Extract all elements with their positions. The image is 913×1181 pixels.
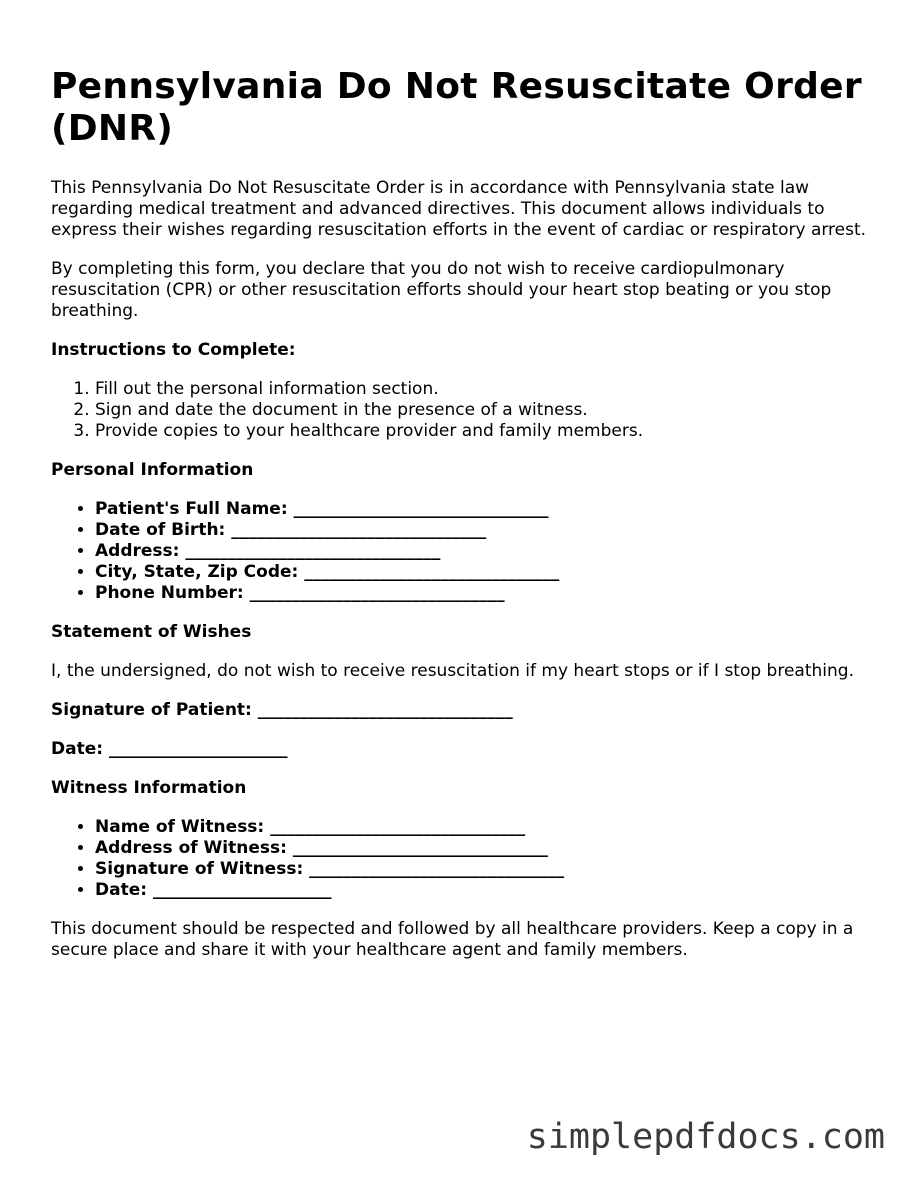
witness-information-list [51,817,871,901]
statement-text: I, the undersigned, do not wish to receive resuscitation if my heart stops or if I stop breathing. [51,661,854,681]
instruction-step: 1. Fill out the personal information section. [95,379,871,400]
instructions-list [51,379,871,442]
personal-information-heading: Personal Information [51,460,254,480]
address-field[interactable]: • Address: ______________________________ [95,541,871,562]
witness-name-field[interactable]: • Name of Witness: ______________________________ [95,817,871,838]
city-state-zip-field[interactable]: • City, State, Zip Code: ______________________________ [95,562,871,583]
closing-paragraph: This document should be respected and followed by all healthcare providers. Keep a copy in a secure place and share it with your healthcare agent and family members. [51,919,854,960]
personal-information-list [51,499,871,604]
document-page [51,66,871,979]
date-of-birth-field[interactable]: • Date of Birth: ______________________________ [95,520,871,541]
instructions-heading: Instructions to Complete: [51,340,296,360]
intro-paragraph: This Pennsylvania Do Not Resuscitate Order is in accordance with Pennsylvania state law regarding medical treatment and advanced directives. This document allows individuals to express their wishes regarding resuscitation efforts in the event of cardiac or respiratory arrest. [51,178,867,240]
instruction-step: 2. Sign and date the document in the presence of a witness. [95,400,871,421]
witness-signature-field[interactable]: • Signature of Witness: ______________________________ [95,859,871,880]
watermark-text: simplepdfdocs.com [526,1117,885,1157]
patient-date-field[interactable]: Date: _____________________ [51,739,288,759]
phone-number-field[interactable]: • Phone Number: ______________________________ [95,583,871,604]
witness-information-heading: Witness Information [51,778,247,798]
patient-name-field[interactable]: • Patient's Full Name: ______________________________ [95,499,871,520]
document-title: Pennsylvania Do Not Resuscitate Order (DNR) [51,66,862,149]
patient-signature-field[interactable]: Signature of Patient: ______________________________ [51,700,513,720]
declaration-paragraph: By completing this form, you declare that you do not wish to receive cardiopulmonary resuscitation (CPR) or other resuscitation efforts should your heart stop beating or you stop breathing. [51,259,832,321]
instruction-step: 3. Provide copies to your healthcare provider and family members. [95,421,871,442]
witness-address-field[interactable]: • Address of Witness: ______________________________ [95,838,871,859]
witness-date-field[interactable]: • Date: _____________________ [95,880,871,901]
statement-heading: Statement of Wishes [51,622,252,642]
